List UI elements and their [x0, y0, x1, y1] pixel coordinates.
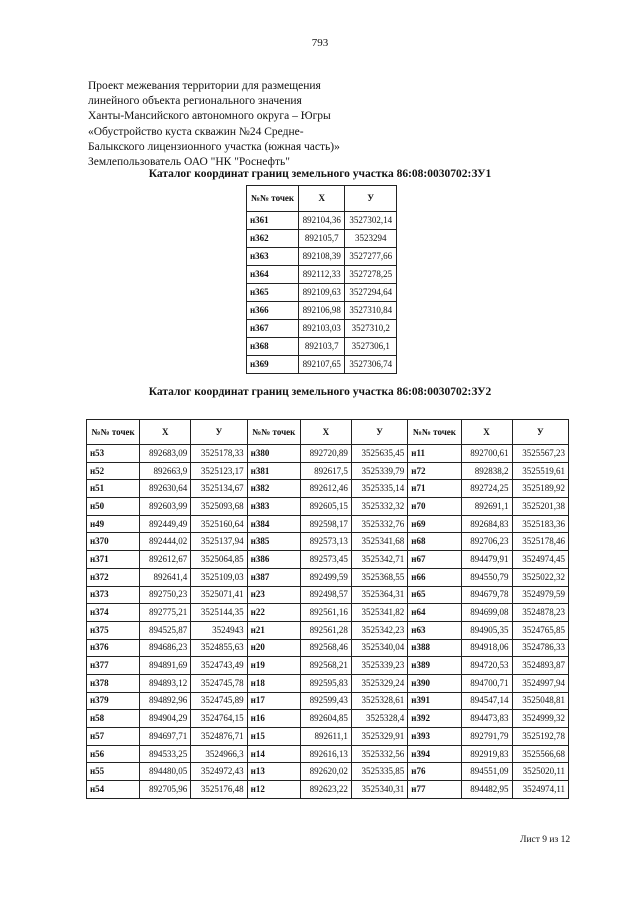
header-line: «Обустройство куста скважин №24 Средне- [88, 125, 304, 138]
y-coordinate-cell: 3523294 [345, 230, 397, 248]
table-row [247, 230, 397, 248]
point-id-cell: н57 [87, 728, 140, 746]
y-coordinate-cell: 3524966,3 [191, 745, 247, 763]
point-id-cell: н369 [247, 356, 299, 374]
y-coordinate-cell: 3525123,17 [191, 462, 247, 480]
point-id-cell: н72 [408, 462, 461, 480]
y-coordinate-cell: 3524743,49 [191, 657, 247, 675]
y-coordinate-cell: 3525339,23 [351, 657, 407, 675]
y-coordinate-cell: 3524745,78 [191, 674, 247, 692]
point-id-cell: н51 [87, 480, 140, 498]
table-header-row [87, 420, 569, 445]
y-coordinate-cell: 3527306,1 [345, 338, 397, 356]
point-id-cell: н361 [247, 212, 299, 230]
table-row [87, 639, 569, 657]
table-row [87, 480, 569, 498]
point-id-cell: н375 [87, 621, 140, 639]
table-row [247, 248, 397, 266]
point-id-cell: н371 [87, 551, 140, 569]
point-id-cell: н50 [87, 498, 140, 516]
y-coordinate-cell: 3525566,68 [512, 745, 568, 763]
point-id-cell: н64 [408, 604, 461, 622]
x-coordinate-cell: 892103,7 [299, 338, 345, 356]
x-coordinate-cell: 894720,53 [461, 657, 512, 675]
point-id-cell: н12 [247, 781, 300, 799]
table-row [87, 621, 569, 639]
y-coordinate-cell: 3524974,11 [512, 781, 568, 799]
header-line: Землепользователь ОАО "НК "Роснефть" [88, 156, 290, 169]
x-coordinate-cell: 894551,09 [461, 763, 512, 781]
point-id-cell: н373 [87, 586, 140, 604]
y-coordinate-cell: 3525176,48 [191, 781, 247, 799]
point-id-cell: н67 [408, 551, 461, 569]
x-coordinate-cell: 892620,02 [300, 763, 351, 781]
point-id-cell: н392 [408, 710, 461, 728]
point-id-cell: н391 [408, 692, 461, 710]
table-row [87, 728, 569, 746]
point-id-cell: н366 [247, 302, 299, 320]
x-coordinate-cell: 894904,29 [140, 710, 191, 728]
x-coordinate-cell: 894547,14 [461, 692, 512, 710]
x-coordinate-cell: 892683,09 [140, 445, 191, 463]
y-coordinate-cell: 3524786,33 [512, 639, 568, 657]
point-id-cell: н377 [87, 657, 140, 675]
y-coordinate-cell: 3527302,14 [345, 212, 397, 230]
y-coordinate-cell: 3524765,85 [512, 621, 568, 639]
x-coordinate-cell: 892568,21 [300, 657, 351, 675]
table-row [87, 551, 569, 569]
point-id-cell: н368 [247, 338, 299, 356]
x-coordinate-cell: 892573,45 [300, 551, 351, 569]
column-header: Х [461, 420, 512, 445]
y-coordinate-cell: 3525328,4 [351, 710, 407, 728]
x-coordinate-cell: 894550,79 [461, 568, 512, 586]
y-coordinate-cell: 3525064,85 [191, 551, 247, 569]
y-coordinate-cell: 3525329,24 [351, 674, 407, 692]
y-coordinate-cell: 3525048,81 [512, 692, 568, 710]
x-coordinate-cell: 892444,02 [140, 533, 191, 551]
y-coordinate-cell: 3525329,91 [351, 728, 407, 746]
x-coordinate-cell: 892109,63 [299, 284, 345, 302]
column-header: У [512, 420, 568, 445]
x-coordinate-cell: 892604,85 [300, 710, 351, 728]
y-coordinate-cell: 3524745,89 [191, 692, 247, 710]
x-coordinate-cell: 894686,23 [140, 639, 191, 657]
x-coordinate-cell: 892561,16 [300, 604, 351, 622]
y-coordinate-cell: 3525340,31 [351, 781, 407, 799]
point-id-cell: н380 [247, 445, 300, 463]
y-coordinate-cell: 3524999,32 [512, 710, 568, 728]
point-id-cell: н58 [87, 710, 140, 728]
y-coordinate-cell: 3525192,78 [512, 728, 568, 746]
y-coordinate-cell: 3525144,35 [191, 604, 247, 622]
x-coordinate-cell: 892595,83 [300, 674, 351, 692]
y-coordinate-cell: 3525342,71 [351, 551, 407, 569]
column-header: У [351, 420, 407, 445]
point-id-cell: н384 [247, 515, 300, 533]
point-id-cell: н66 [408, 568, 461, 586]
point-id-cell: н383 [247, 498, 300, 516]
y-coordinate-cell: 3525342,23 [351, 621, 407, 639]
column-header: Х [299, 186, 345, 212]
header-line: Балыкского лицензионного участка (южная часть)» [88, 140, 340, 153]
y-coordinate-cell: 3525567,23 [512, 445, 568, 463]
y-coordinate-cell: 3527278,25 [345, 266, 397, 284]
point-id-cell: н374 [87, 604, 140, 622]
x-coordinate-cell: 894482,95 [461, 781, 512, 799]
x-coordinate-cell: 892623,22 [300, 781, 351, 799]
table-row [87, 445, 569, 463]
table-row [247, 338, 397, 356]
point-id-cell: н363 [247, 248, 299, 266]
y-coordinate-cell: 3525332,56 [351, 745, 407, 763]
point-id-cell: н77 [408, 781, 461, 799]
point-id-cell: н19 [247, 657, 300, 675]
x-coordinate-cell: 892498,57 [300, 586, 351, 604]
page-number: 793 [311, 37, 329, 49]
x-coordinate-cell: 892603,99 [140, 498, 191, 516]
point-id-cell: н56 [87, 745, 140, 763]
x-coordinate-cell: 894479,91 [461, 551, 512, 569]
x-coordinate-cell: 894892,96 [140, 692, 191, 710]
y-coordinate-cell: 3525340,04 [351, 639, 407, 657]
x-coordinate-cell: 892616,13 [300, 745, 351, 763]
header-line: линейного объекта регионального значения [88, 95, 302, 108]
table-header-row [247, 186, 397, 212]
x-coordinate-cell: 892612,67 [140, 551, 191, 569]
y-coordinate-cell: 3524979,59 [512, 586, 568, 604]
point-id-cell: н376 [87, 639, 140, 657]
y-coordinate-cell: 3525093,68 [191, 498, 247, 516]
x-coordinate-cell: 892684,83 [461, 515, 512, 533]
point-id-cell: н52 [87, 462, 140, 480]
table-row [87, 692, 569, 710]
catalog2-title: Каталог координат границ земельного участка 86:08:0030702:ЗУ2 [148, 386, 492, 398]
column-header: №№ точек [408, 420, 461, 445]
y-coordinate-cell: 3525183,36 [512, 515, 568, 533]
x-coordinate-cell: 892720,89 [300, 445, 351, 463]
table-row [87, 763, 569, 781]
x-coordinate-cell: 892573,13 [300, 533, 351, 551]
y-coordinate-cell: 3525178,33 [191, 445, 247, 463]
x-coordinate-cell: 892611,1 [300, 728, 351, 746]
x-coordinate-cell: 892750,23 [140, 586, 191, 604]
y-coordinate-cell: 3524972,43 [191, 763, 247, 781]
table-row [87, 745, 569, 763]
point-id-cell: н367 [247, 320, 299, 338]
table-row [247, 320, 397, 338]
table-row [87, 533, 569, 551]
y-coordinate-cell: 3524997,94 [512, 674, 568, 692]
table-row [87, 710, 569, 728]
x-coordinate-cell: 892691,1 [461, 498, 512, 516]
y-coordinate-cell: 3525635,45 [351, 445, 407, 463]
point-id-cell: н387 [247, 568, 300, 586]
point-id-cell: н15 [247, 728, 300, 746]
document-header [88, 79, 340, 170]
point-id-cell: н18 [247, 674, 300, 692]
point-id-cell: н71 [408, 480, 461, 498]
table-row [87, 604, 569, 622]
y-coordinate-cell: 3525335,85 [351, 763, 407, 781]
point-id-cell: н388 [408, 639, 461, 657]
table-row [87, 674, 569, 692]
point-id-cell: н362 [247, 230, 299, 248]
point-id-cell: н20 [247, 639, 300, 657]
x-coordinate-cell: 892612,46 [300, 480, 351, 498]
x-coordinate-cell: 894697,71 [140, 728, 191, 746]
point-id-cell: н53 [87, 445, 140, 463]
y-coordinate-cell: 3525178,46 [512, 533, 568, 551]
y-coordinate-cell: 3524764,15 [191, 710, 247, 728]
point-id-cell: н11 [408, 445, 461, 463]
y-coordinate-cell: 3527306,74 [345, 356, 397, 374]
y-coordinate-cell: 3525201,38 [512, 498, 568, 516]
column-header: У [191, 420, 247, 445]
x-coordinate-cell: 894905,35 [461, 621, 512, 639]
y-coordinate-cell: 3525332,76 [351, 515, 407, 533]
y-coordinate-cell: 3525071,41 [191, 586, 247, 604]
header-line: Проект межевания территории для размещения [88, 80, 321, 92]
y-coordinate-cell: 3524855,63 [191, 639, 247, 657]
point-id-cell: н55 [87, 763, 140, 781]
y-coordinate-cell: 3525341,68 [351, 533, 407, 551]
y-coordinate-cell: 3525134,67 [191, 480, 247, 498]
column-header: Х [140, 420, 191, 445]
y-coordinate-cell: 3524974,45 [512, 551, 568, 569]
point-id-cell: н390 [408, 674, 461, 692]
x-coordinate-cell: 892663,9 [140, 462, 191, 480]
y-coordinate-cell: 3527277,66 [345, 248, 397, 266]
point-id-cell: н379 [87, 692, 140, 710]
x-coordinate-cell: 894679,78 [461, 586, 512, 604]
column-header: №№ точек [247, 420, 300, 445]
header-line: Ханты-Мансийского автономного округа – Югры [88, 110, 331, 123]
x-coordinate-cell: 892838,2 [461, 462, 512, 480]
point-id-cell: н386 [247, 551, 300, 569]
x-coordinate-cell: 892617,5 [300, 462, 351, 480]
point-id-cell: н69 [408, 515, 461, 533]
x-coordinate-cell: 892106,98 [299, 302, 345, 320]
table-row [87, 498, 569, 516]
x-coordinate-cell: 894893,12 [140, 674, 191, 692]
table-row [87, 781, 569, 799]
x-coordinate-cell: 894473,83 [461, 710, 512, 728]
y-coordinate-cell: 3525328,61 [351, 692, 407, 710]
x-coordinate-cell: 894480,05 [140, 763, 191, 781]
point-id-cell: н63 [408, 621, 461, 639]
y-coordinate-cell: 3525341,82 [351, 604, 407, 622]
y-coordinate-cell: 3525137,94 [191, 533, 247, 551]
y-coordinate-cell: 3527310,84 [345, 302, 397, 320]
x-coordinate-cell: 894918,06 [461, 639, 512, 657]
x-coordinate-cell: 894525,87 [140, 621, 191, 639]
point-id-cell: н365 [247, 284, 299, 302]
sheet-label: Лист 9 из 12 [520, 835, 571, 845]
point-id-cell: н21 [247, 621, 300, 639]
x-coordinate-cell: 892112,33 [299, 266, 345, 284]
y-coordinate-cell: 3525160,64 [191, 515, 247, 533]
point-id-cell: н382 [247, 480, 300, 498]
y-coordinate-cell: 3525022,32 [512, 568, 568, 586]
y-coordinate-cell: 3525368,55 [351, 568, 407, 586]
y-coordinate-cell: 3525364,31 [351, 586, 407, 604]
x-coordinate-cell: 894700,71 [461, 674, 512, 692]
table-row [247, 356, 397, 374]
point-id-cell: н65 [408, 586, 461, 604]
x-coordinate-cell: 892791,79 [461, 728, 512, 746]
x-coordinate-cell: 892499,59 [300, 568, 351, 586]
y-coordinate-cell: 3524943 [191, 621, 247, 639]
point-id-cell: н372 [87, 568, 140, 586]
point-id-cell: н370 [87, 533, 140, 551]
x-coordinate-cell: 892775,21 [140, 604, 191, 622]
point-id-cell: н385 [247, 533, 300, 551]
y-coordinate-cell: 3524878,23 [512, 604, 568, 622]
point-id-cell: н381 [247, 462, 300, 480]
y-coordinate-cell: 3525332,32 [351, 498, 407, 516]
y-coordinate-cell: 3525020,11 [512, 763, 568, 781]
point-id-cell: н49 [87, 515, 140, 533]
table-row [247, 266, 397, 284]
table-row [247, 284, 397, 302]
point-id-cell: н23 [247, 586, 300, 604]
y-coordinate-cell: 3525339,79 [351, 462, 407, 480]
column-header: №№ точек [87, 420, 140, 445]
point-id-cell: н14 [247, 745, 300, 763]
x-coordinate-cell: 892599,43 [300, 692, 351, 710]
column-header: №№ точек [247, 186, 299, 212]
table-row [87, 462, 569, 480]
point-id-cell: н393 [408, 728, 461, 746]
point-id-cell: н68 [408, 533, 461, 551]
point-id-cell: н364 [247, 266, 299, 284]
x-coordinate-cell: 892108,39 [299, 248, 345, 266]
y-coordinate-cell: 3524893,87 [512, 657, 568, 675]
table-row [87, 568, 569, 586]
table-row [247, 212, 397, 230]
y-coordinate-cell: 3527310,2 [345, 320, 397, 338]
x-coordinate-cell: 892561,28 [300, 621, 351, 639]
y-coordinate-cell: 3525109,03 [191, 568, 247, 586]
x-coordinate-cell: 892705,96 [140, 781, 191, 799]
x-coordinate-cell: 892706,23 [461, 533, 512, 551]
table-row [87, 657, 569, 675]
column-header: Х [300, 420, 351, 445]
x-coordinate-cell: 892605,15 [300, 498, 351, 516]
catalog1-title: Каталог координат границ земельного участка 86:08:0030702:ЗУ1 [148, 168, 492, 180]
x-coordinate-cell: 892919,83 [461, 745, 512, 763]
point-id-cell: н70 [408, 498, 461, 516]
x-coordinate-cell: 892700,61 [461, 445, 512, 463]
x-coordinate-cell: 892105,7 [299, 230, 345, 248]
point-id-cell: н16 [247, 710, 300, 728]
point-id-cell: н13 [247, 763, 300, 781]
point-id-cell: н389 [408, 657, 461, 675]
point-id-cell: н378 [87, 674, 140, 692]
y-coordinate-cell: 3525335,14 [351, 480, 407, 498]
x-coordinate-cell: 892568,46 [300, 639, 351, 657]
x-coordinate-cell: 894533,25 [140, 745, 191, 763]
x-coordinate-cell: 892103,03 [299, 320, 345, 338]
catalog2-table [86, 419, 569, 799]
y-coordinate-cell: 3524876,71 [191, 728, 247, 746]
y-coordinate-cell: 3527294,64 [345, 284, 397, 302]
x-coordinate-cell: 894699,08 [461, 604, 512, 622]
table-row [87, 515, 569, 533]
x-coordinate-cell: 892107,65 [299, 356, 345, 374]
x-coordinate-cell: 892724,25 [461, 480, 512, 498]
table-row [87, 586, 569, 604]
x-coordinate-cell: 892104,36 [299, 212, 345, 230]
y-coordinate-cell: 3525189,92 [512, 480, 568, 498]
x-coordinate-cell: 892449,49 [140, 515, 191, 533]
point-id-cell: н394 [408, 745, 461, 763]
catalog1-table [246, 185, 397, 374]
column-header: У [345, 186, 397, 212]
point-id-cell: н76 [408, 763, 461, 781]
point-id-cell: н17 [247, 692, 300, 710]
table-row [247, 302, 397, 320]
point-id-cell: н54 [87, 781, 140, 799]
x-coordinate-cell: 894891,69 [140, 657, 191, 675]
x-coordinate-cell: 892641,4 [140, 568, 191, 586]
x-coordinate-cell: 892630,64 [140, 480, 191, 498]
point-id-cell: н22 [247, 604, 300, 622]
y-coordinate-cell: 3525519,61 [512, 462, 568, 480]
x-coordinate-cell: 892598,17 [300, 515, 351, 533]
